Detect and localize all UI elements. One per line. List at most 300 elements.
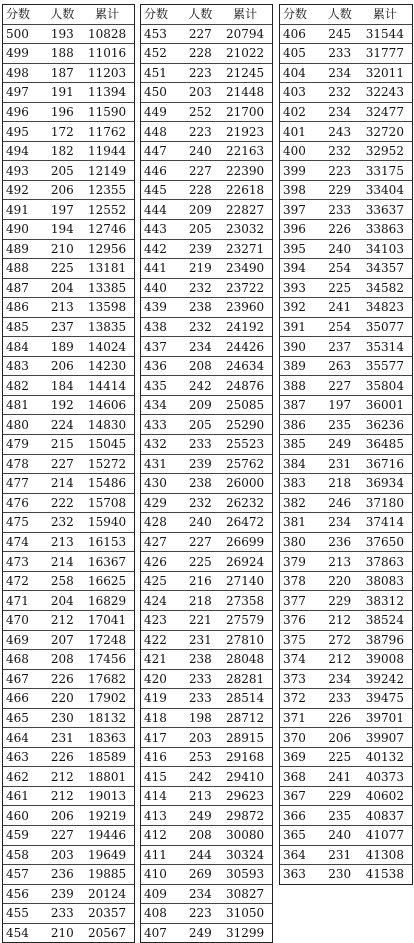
count-cell: 213 [182,786,218,806]
cumulative-cell: 39242 [358,669,412,689]
table-row [141,630,272,650]
cumulative-cell: 38524 [358,610,412,630]
table-row [141,708,272,728]
score-cell: 407 [144,925,167,940]
table-row [3,239,134,259]
score-cell: 443 [141,220,182,240]
table-row [3,493,134,513]
score-cell: 363 [283,867,306,882]
cumulative-cell: 25290 [218,415,272,435]
table-row [3,278,134,298]
score-cell: 370 [280,728,322,748]
header-count: 人数 [44,5,80,24]
count-cell: 221 [182,610,218,630]
score-cell: 463 [3,747,44,767]
table-row [3,63,134,83]
table-row [141,317,272,337]
count-cell: 235 [322,415,358,435]
table-row [141,122,272,142]
table-row [280,180,412,200]
table-row [3,904,134,924]
count-cell: 227 [182,532,218,552]
table-row [3,786,134,806]
table-row [141,591,272,611]
cumulative-cell: 26000 [218,474,272,494]
count-cell: 187 [44,63,80,83]
header-count: 人数 [322,5,358,24]
table-row [280,845,412,865]
score-cell: 481 [3,395,44,415]
count-cell: 240 [322,825,358,845]
cumulative-cell: 26699 [218,532,272,552]
count-cell: 213 [44,298,80,318]
score-cell: 469 [3,630,44,650]
score-cell: 431 [141,454,182,474]
table-row [280,63,412,83]
score-cell: 480 [3,415,44,435]
cumulative-cell: 32477 [358,102,412,122]
table-row [141,376,272,396]
count-cell: 188 [44,44,80,64]
score-cell: 498 [3,63,44,83]
cumulative-cell: 26472 [218,513,272,533]
table-row [3,865,134,885]
score-cell: 435 [141,376,182,396]
cumulative-cell: 31050 [218,904,272,924]
count-cell: 238 [182,298,218,318]
table-row [141,689,272,709]
cumulative-cell: 12355 [80,180,134,200]
cumulative-cell: 20124 [80,884,134,904]
score-cell: 397 [280,200,322,220]
cumulative-cell: 25085 [218,395,272,415]
count-cell: 172 [44,122,80,142]
cumulative-cell: 13835 [80,317,134,337]
table-row [141,552,272,572]
score-cell: 491 [3,200,44,220]
cumulative-cell: 35314 [358,337,412,357]
count-cell: 206 [322,728,358,748]
count-cell: 210 [44,239,80,259]
cumulative-cell: 29623 [218,786,272,806]
cumulative-cell: 39701 [358,708,412,728]
score-cell: 438 [141,317,182,337]
count-cell: 240 [182,513,218,533]
count-cell: 242 [182,767,218,787]
score-cell: 425 [141,571,182,591]
count-cell: 227 [322,376,358,396]
count-cell: 243 [322,122,358,142]
count-cell: 233 [182,689,218,709]
table-row [280,552,412,572]
cumulative-cell: 12552 [80,200,134,220]
score-cell: 399 [280,161,322,181]
score-cell: 420 [141,669,182,689]
cumulative-cell: 18801 [80,767,134,787]
header-cumulative: 累计 [358,5,412,24]
table-row [141,220,272,240]
score-cell: 430 [141,474,182,494]
cumulative-cell: 21245 [218,63,272,83]
count-cell: 206 [44,180,80,200]
table-row [3,923,134,942]
cumulative-cell: 27358 [218,591,272,611]
table-row [3,884,134,904]
cumulative-cell: 34103 [358,239,412,259]
count-cell: 238 [182,474,218,494]
table-row [280,376,412,396]
score-cell: 398 [280,180,322,200]
table-row [141,747,272,767]
score-cell: 433 [141,415,182,435]
header-row [280,5,412,24]
header-cumulative: 累计 [80,5,134,24]
count-cell: 209 [182,200,218,220]
count-cell: 225 [182,552,218,572]
score-cell: 477 [3,474,44,494]
count-cell: 234 [322,513,358,533]
count-cell: 239 [44,884,80,904]
table-row [280,571,412,591]
score-cell: 453 [141,24,182,44]
cumulative-cell: 16367 [80,552,134,572]
table-row [280,220,412,240]
score-cell: 413 [141,806,182,826]
score-cell: 404 [280,63,322,83]
cumulative-cell: 37414 [358,513,412,533]
score-cell: 414 [141,786,182,806]
score-cell: 499 [3,44,44,64]
count-cell: 225 [322,278,358,298]
cumulative-cell: 23032 [218,220,272,240]
score-table [141,5,272,942]
count-cell: 224 [44,415,80,435]
cumulative-cell: 27140 [218,571,272,591]
cumulative-cell: 35077 [358,317,412,337]
score-cell: 412 [141,825,182,845]
count-cell: 229 [322,591,358,611]
count-cell: 208 [182,356,218,376]
cumulative-cell: 28514 [218,689,272,709]
cumulative-cell: 33404 [358,180,412,200]
table-row [3,552,134,572]
count-cell: 235 [322,806,358,826]
header-row [3,5,134,24]
table-row [141,44,272,64]
cumulative-cell: 14606 [80,395,134,415]
score-cell: 396 [280,220,322,240]
score-cell: 460 [3,806,44,826]
score-cell: 462 [3,767,44,787]
cumulative-cell: 30827 [218,884,272,904]
table-row [141,825,272,845]
table-row [280,747,412,767]
score-cell: 456 [3,884,44,904]
count-cell: 232 [44,513,80,533]
cumulative-cell: 29872 [218,806,272,826]
score-cell: 496 [3,102,44,122]
count-cell: 226 [44,669,80,689]
score-cell: 474 [3,532,44,552]
cumulative-cell: 25523 [218,435,272,455]
cumulative-cell: 29168 [218,747,272,767]
count-cell: 237 [44,317,80,337]
cumulative-cell: 40837 [358,806,412,826]
count-cell: 238 [182,650,218,670]
table-row [280,591,412,611]
count-cell: 229 [322,786,358,806]
score-cell: 479 [3,435,44,455]
table-row [141,786,272,806]
table-row [141,161,272,181]
count-cell: 254 [322,259,358,279]
table-row [141,904,272,924]
table-row [141,493,272,513]
cumulative-cell: 12956 [80,239,134,259]
table-row [3,259,134,279]
table-row [3,747,134,767]
score-cell: 471 [3,591,44,611]
cumulative-cell: 17456 [80,650,134,670]
cumulative-cell: 26924 [218,552,272,572]
cumulative-cell: 24634 [218,356,272,376]
table-row [3,44,134,64]
table-row [141,298,272,318]
count-cell: 232 [182,493,218,513]
cumulative-cell: 38083 [358,571,412,591]
score-cell: 489 [3,239,44,259]
table-row [3,825,134,845]
cumulative-cell: 14830 [80,415,134,435]
cumulative-cell: 11203 [80,63,134,83]
score-cell: 457 [3,865,44,885]
cumulative-cell: 19446 [80,825,134,845]
cumulative-cell: 14024 [80,337,134,357]
cumulative-cell: 14414 [80,376,134,396]
table-row [3,356,134,376]
table-row [141,395,272,415]
count-cell: 193 [44,24,80,44]
cumulative-cell: 39475 [358,689,412,709]
count-cell: 206 [44,806,80,826]
table-row [141,865,272,885]
table-row [280,356,412,376]
table-row [3,591,134,611]
cumulative-cell: 35804 [358,376,412,396]
table-row [3,83,134,103]
count-cell: 245 [322,24,358,44]
table-row [3,395,134,415]
score-cell: 432 [141,435,182,455]
table-row [3,650,134,670]
score-cell: 450 [141,83,182,103]
score-cell: 418 [141,708,182,728]
count-cell: 253 [182,747,218,767]
score-cell: 487 [3,278,44,298]
score-cell: 382 [280,493,322,513]
score-cell: 426 [141,552,182,572]
cumulative-cell: 17902 [80,689,134,709]
score-cell: 376 [280,610,322,630]
cumulative-cell: 36934 [358,474,412,494]
score-cell: 473 [3,552,44,572]
cumulative-cell: 33175 [358,161,412,181]
count-cell: 223 [182,122,218,142]
score-cell: 371 [280,708,322,728]
cumulative-cell: 20357 [80,904,134,924]
cumulative-cell: 23271 [218,239,272,259]
header-score: 分数 [3,5,44,24]
header-score: 分数 [141,5,182,24]
count-cell: 244 [182,845,218,865]
table-row [3,337,134,357]
table-row [3,513,134,533]
score-cell: 478 [3,454,44,474]
cumulative-cell: 32720 [358,122,412,142]
score-cell: 485 [3,317,44,337]
cumulative-cell: 33863 [358,220,412,240]
table-row [141,532,272,552]
score-cell: 401 [280,122,322,142]
count-cell: 205 [44,161,80,181]
cumulative-cell: 28048 [218,650,272,670]
table-row [280,630,412,650]
count-cell: 225 [322,747,358,767]
score-cell: 437 [141,337,182,357]
count-cell: 252 [182,102,218,122]
score-cell: 366 [280,806,322,826]
count-cell: 228 [182,44,218,64]
score-cell: 389 [280,356,322,376]
cumulative-cell: 29410 [218,767,272,787]
count-cell: 225 [44,259,80,279]
score-cell: 451 [141,63,182,83]
score-cell: 375 [280,630,322,650]
table-row [3,141,134,161]
count-cell: 232 [322,83,358,103]
table-row [141,180,272,200]
cumulative-cell: 23960 [218,298,272,318]
score-cell: 464 [3,728,44,748]
cumulative-cell: 37863 [358,552,412,572]
score-cell: 497 [3,83,44,103]
count-cell: 231 [44,728,80,748]
cumulative-cell: 30080 [218,825,272,845]
count-cell: 222 [44,493,80,513]
count-cell: 215 [44,435,80,455]
score-cell: 411 [141,845,182,865]
count-cell: 194 [44,220,80,240]
score-cell: 500 [3,24,44,44]
score-cell: 445 [141,180,182,200]
count-cell: 197 [322,395,358,415]
cumulative-cell: 15045 [80,435,134,455]
score-cell: 455 [3,904,44,924]
count-cell: 232 [182,278,218,298]
table-row [280,102,412,122]
count-cell: 234 [182,884,218,904]
score-cell: 369 [280,747,322,767]
score-cell: 392 [280,298,322,318]
count-cell: 242 [182,376,218,396]
score-cell: 384 [280,454,322,474]
count-cell: 234 [182,337,218,357]
cumulative-cell: 20794 [218,24,272,44]
table-row [280,298,412,318]
count-cell: 212 [322,610,358,630]
score-cell: 439 [141,298,182,318]
cumulative-cell: 24876 [218,376,272,396]
count-cell: 223 [182,63,218,83]
count-cell: 197 [44,200,80,220]
cumulative-cell: 41077 [358,825,412,845]
score-cell: 452 [141,44,182,64]
table-row [280,317,412,337]
table-row [280,767,412,787]
table-row [141,884,272,904]
count-cell: 234 [322,102,358,122]
table-row [280,825,412,845]
table-row [3,532,134,552]
score-cell: 383 [280,474,322,494]
count-cell: 231 [322,845,358,865]
cumulative-cell: 13181 [80,259,134,279]
count-cell: 231 [182,630,218,650]
score-table [3,5,134,942]
count-cell: 232 [182,317,218,337]
score-cell: 483 [3,356,44,376]
table-row [3,200,134,220]
table-row [3,298,134,318]
cumulative-cell: 31544 [358,24,412,44]
count-cell: 241 [322,767,358,787]
cumulative-cell: 22618 [218,180,272,200]
cumulative-cell: 20567 [88,925,127,940]
count-cell: 249 [188,925,212,940]
score-cell: 377 [280,591,322,611]
score-cell: 422 [141,630,182,650]
cumulative-cell: 36001 [358,395,412,415]
score-cell: 395 [280,239,322,259]
score-cell: 465 [3,708,44,728]
score-cell: 424 [141,591,182,611]
table-row [3,845,134,865]
count-cell: 233 [44,904,80,924]
score-cell: 405 [280,44,322,64]
table-row [3,122,134,142]
score-cell: 454 [6,925,29,940]
score-cell: 444 [141,200,182,220]
table-row [280,83,412,103]
table-row [280,200,412,220]
score-cell: 403 [280,83,322,103]
score-cell: 442 [141,239,182,259]
count-cell: 228 [182,180,218,200]
score-cell: 466 [3,689,44,709]
score-cell: 408 [141,904,182,924]
score-cell: 372 [280,689,322,709]
cumulative-cell: 22390 [218,161,272,181]
table-row [280,610,412,630]
cumulative-cell: 34357 [358,259,412,279]
count-cell: 204 [44,591,80,611]
cumulative-cell: 16153 [80,532,134,552]
score-cell: 391 [280,317,322,337]
table-row [3,220,134,240]
count-cell: 232 [322,141,358,161]
count-cell: 236 [44,865,80,885]
count-cell: 220 [322,571,358,591]
